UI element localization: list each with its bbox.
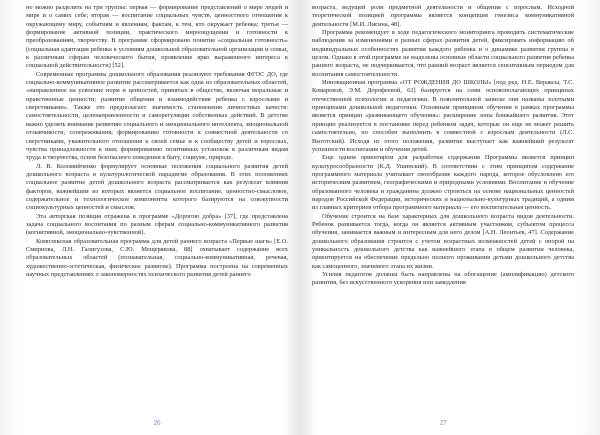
page-number: 27	[439, 419, 447, 427]
paragraph: Программа рекомендует в ходе педагогического мониторинга проводить систематические наблюдения за изменениями в разных сферах развития детей, фиксировать информацию об индивидуальных особенностях развития каждого ребенка и о динамике развития группы в целом. Однако в этой программе не выделены основные области социального развития ребенка раннего возраста, не подчеркивается, что ранний возраст является сенситивным периодом для воспитания самостоятельности.	[312, 29, 574, 78]
paragraph: Инновационная программа «ОТ РОЖДЕНИЯ ДО ШКОЛЫ» [под ред. Н.Е. Вераксы, Т.С. Комаровой, Э.М. Дорофеевой, 62] базируется на семи основополагающих принципах отечественной психологии и педагогики. В пояснительной записке они названы золотыми принципами дошкольной педагогики. Основным принципом обучения в рамках программы является принцип «развивающего обучения»: расширение зоны ближайшего развития. Этот принцип реализуется в постановке перед ребенком задач, которые он еще не может решить самостоятельно, но способен выполнить в совместной с взрослым деятельности (Л.С. Выготский). Исходя из этого положения, развитие выступает как важнейший результат успешности воспитания и обучения детей.	[312, 79, 574, 153]
page-number: 26	[153, 419, 161, 427]
paragraph: возраста, ведущей роли предметной деятельности и общения с взрослым. Исходной теоретической позицией программы является концепция генезиса коммуникативной деятельности [М.И. Лисина, 48].	[312, 4, 574, 28]
left-page-text	[26, 4, 288, 279]
paragraph: Еще одним ориентиром для разработки содержания Программы является принцип культуросообразности (К.Д. Ушинский). В соответствии с этим принципом содержание программного материала учитывает своеобразие каждого народа, которое обусловлено его историческим развитием, географическими и природными условиями. Воспитание и обучение образованного человека и гражданина должно строиться на основе национальных ценностей народов Российской Федерации, исторических и национально-культурных традиций, а одним из главных критериев отбора программного материала — его воспитательная ценность.	[312, 154, 574, 212]
paragraph: Л. В. Коломийченко формулирует основные положения социального развития детей дошкольного возраста в культурологической парадигме образования. В этих положениях социальное развитие детей дошкольного возраста рассматривается как результат влияния факторов, важнейшим из которых является социальное воспитание, ценностно-смысловое, содержательное и технологическое компоненты которого базируются на совокупности социокультурных ценностей и смыслов.	[26, 162, 288, 212]
paragraph: Усилия педагогов должны быть направлены на обогащение (амплификацию) детского развития, без искусственного ускорения или замедления	[312, 271, 574, 287]
right-page	[300, 0, 600, 435]
paragraph: Современные программы дошкольного образования реализуют требования ФГОС ДО, где социально-коммуникативное развитие рассматривается как одна из образовательных областей, «направленное на усвоение норм и ценностей, принятых в обществе, включая моральные и нравственные ценности; развитие общения и взаимодействия ребенка с взрослыми и сверстниками». Также это предполагает значимость становления личностных качеств: самостоятельности, целенаправленности и саморегуляции собственных действий. В детстве важно уделять внимание развитию социального и эмоционального интеллекта, эмоциональной отзывчивости, сопереживания; формированию готовности к совместной деятельности со сверстниками, уважительного отношения к своей семье и к сообществу детей и взрослых, чувства принадлежности к ним; формированию позитивных установок к различным видам труда и творчества, основ безопасного поведения в быту, социуме, природе.	[26, 70, 288, 162]
right-page-text	[312, 4, 574, 288]
paragraph: Эта авторская позиция отражена в программе «Дорогою добра» [37], где представлена задача социального воспитания по разным сферам социально-коммуникативного развития (когнитивной, эмоционально-чувственной).	[26, 212, 288, 237]
paragraph: Обучение строится на базе характерных для дошкольного возраста видов деятельности. Ребенок развивается тогда, когда он является активным участником, субъектом процесса обучения, занимается важным и интересным для него делом [А.Н. Леонтьев, 47]. Содержание дошкольного образования строится с учетом возрастных возможностей детей с опорой на уникальность дошкольного детства как важнейшего этапа в общем развитии человека, ориентируется на обеспечение предельно полного проживания детьми дошкольного детства как самоценного, значимого этапа их жизни.	[312, 212, 574, 270]
paragraph: но можно разделить на три группы: первая — формирование представлений о мире людей и мире и о самих себе; вторая — воспитание социальных чувств, ценностного отношения к окружающему миру, событиям и явлениям, фактам, к тем, кто окружает ребенка; третья — формирование активной позиции, практического мироощущения и готовности к преобразованиям, творчеству. В программе сформировано понятие «социальная готовность» (социальная адаптация ребенка к условиям дошкольной образовательной организации и семьи, к различным сферам человеческого бытия, проявление ярко выраженного интереса к социальной действительности) [52].	[26, 4, 288, 70]
paragraph: Комплексная образовательная программа для детей раннего возраста «Первые шаги» [Е.О. Смирнова, Л.Н. Галигузова, С.Ю. Мещерякова, 88] охватывает содержание всех образовательных областей (познавательная, социально-коммуникативная, речевая, художественно-эстетическая, физическое развитие). Программа построена на современных научных представлениях о закономерностях психического развития детей раннего	[26, 237, 288, 278]
